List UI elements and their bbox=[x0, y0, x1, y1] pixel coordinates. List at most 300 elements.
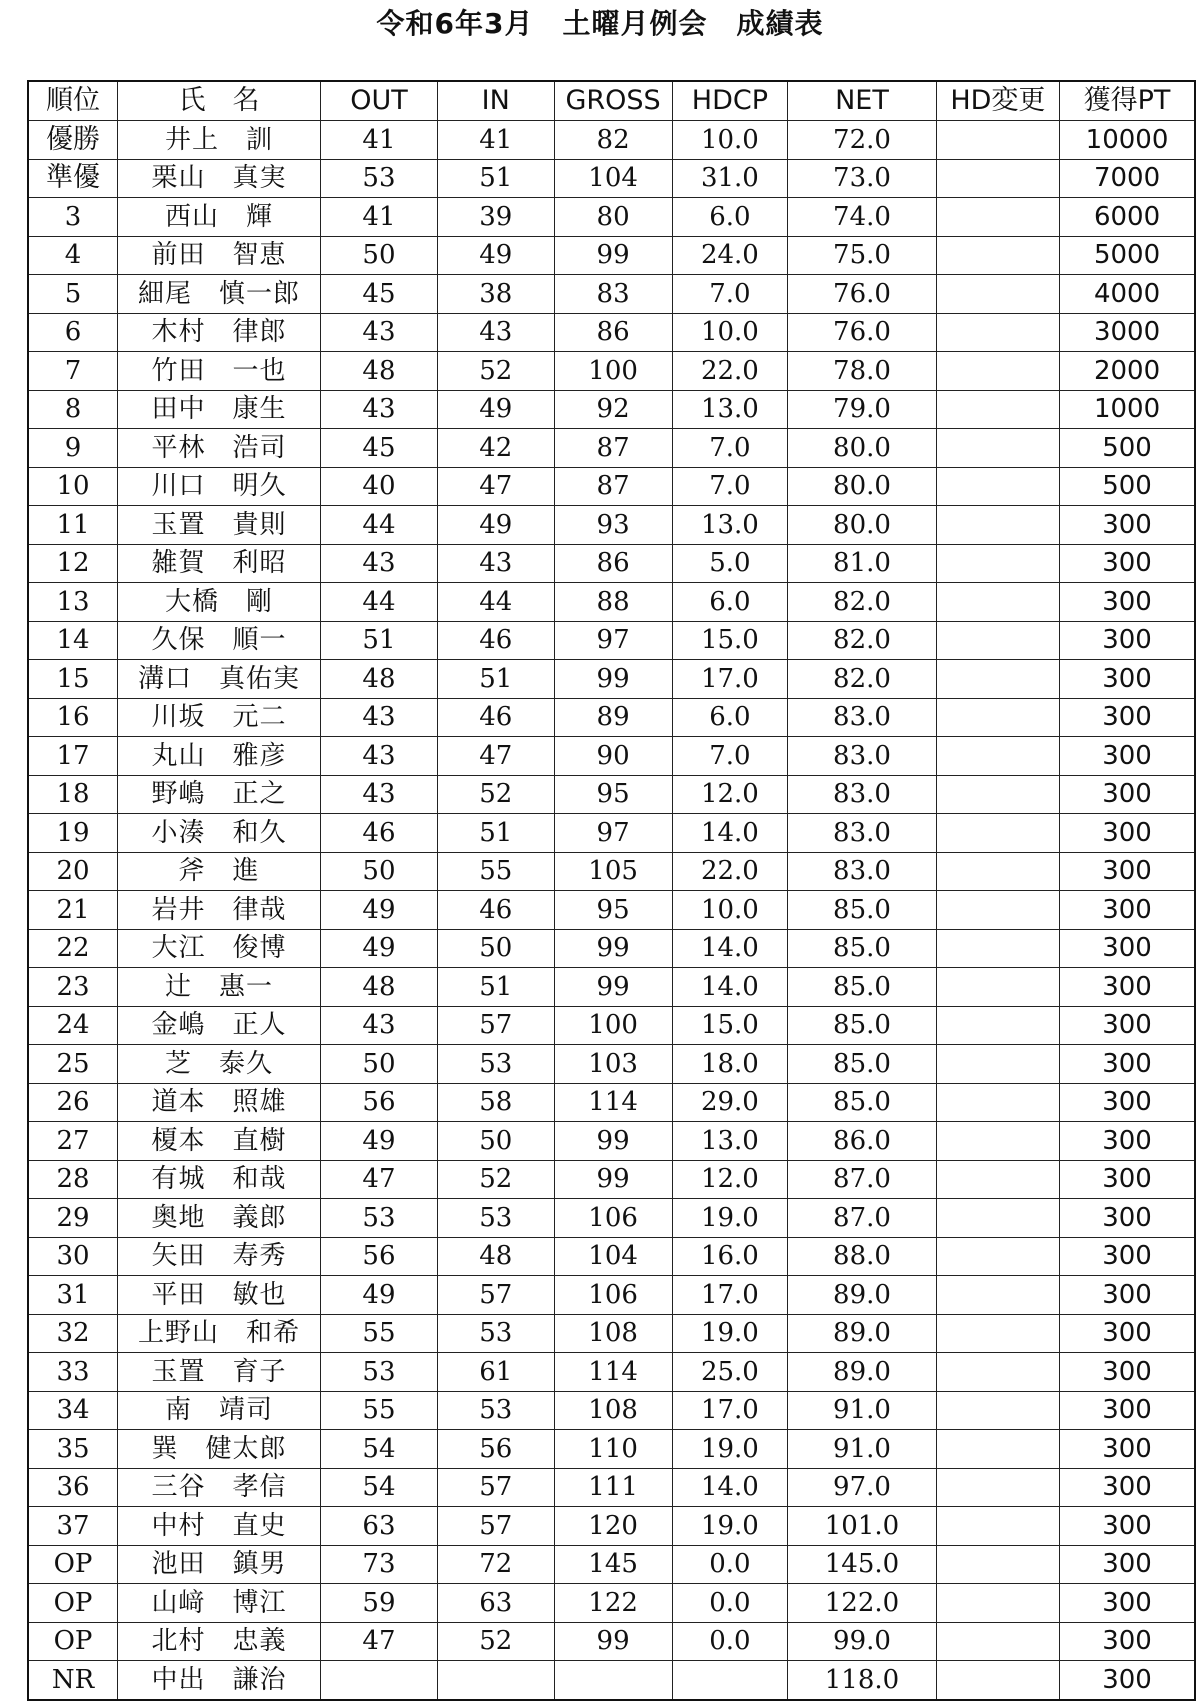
cell-out: 54 bbox=[321, 1468, 438, 1507]
cell-out: 41 bbox=[321, 198, 438, 237]
cell-net: 82.0 bbox=[788, 621, 936, 660]
cell-in: 58 bbox=[437, 1083, 554, 1122]
cell-out: 59 bbox=[321, 1584, 438, 1623]
cell-gross: 105 bbox=[554, 852, 672, 891]
cell-out: 48 bbox=[321, 660, 438, 699]
cell-in bbox=[437, 1661, 554, 1700]
cell-points: 300 bbox=[1060, 968, 1195, 1007]
table-row bbox=[28, 698, 1195, 737]
cell-points: 300 bbox=[1060, 1160, 1195, 1199]
cell-hdcp: 13.0 bbox=[672, 1122, 788, 1161]
results-table bbox=[27, 80, 1196, 1701]
cell-gross: 122 bbox=[554, 1584, 672, 1623]
cell-in: 57 bbox=[437, 1006, 554, 1045]
cell-hdcp: 22.0 bbox=[672, 852, 788, 891]
cell-name: 丸山 雅彦 bbox=[118, 737, 321, 776]
cell-rank: 6 bbox=[28, 313, 118, 352]
cell-hd-change bbox=[936, 1006, 1059, 1045]
cell-out: 43 bbox=[321, 737, 438, 776]
cell-net: 91.0 bbox=[788, 1430, 936, 1469]
cell-name: 川口 明久 bbox=[118, 467, 321, 506]
cell-points: 300 bbox=[1060, 1122, 1195, 1161]
cell-net: 83.0 bbox=[788, 814, 936, 853]
table-row bbox=[28, 544, 1195, 583]
cell-rank: 18 bbox=[28, 775, 118, 814]
cell-net: 83.0 bbox=[788, 737, 936, 776]
header-name: 氏 名 bbox=[118, 81, 321, 121]
table-row bbox=[28, 313, 1195, 352]
cell-net: 85.0 bbox=[788, 968, 936, 1007]
cell-hdcp: 14.0 bbox=[672, 968, 788, 1007]
cell-hdcp: 22.0 bbox=[672, 352, 788, 391]
cell-hd-change bbox=[936, 1122, 1059, 1161]
cell-rank: 優勝 bbox=[28, 121, 118, 160]
cell-hd-change bbox=[936, 236, 1059, 275]
cell-hd-change bbox=[936, 352, 1059, 391]
cell-gross: 99 bbox=[554, 1622, 672, 1661]
cell-net: 82.0 bbox=[788, 583, 936, 622]
cell-name: 中出 謙治 bbox=[118, 1661, 321, 1700]
cell-gross: 100 bbox=[554, 1006, 672, 1045]
table-row bbox=[28, 506, 1195, 545]
cell-net: 80.0 bbox=[788, 429, 936, 468]
cell-hdcp: 7.0 bbox=[672, 429, 788, 468]
cell-rank: 26 bbox=[28, 1083, 118, 1122]
cell-gross: 108 bbox=[554, 1314, 672, 1353]
table-row bbox=[28, 1430, 1195, 1469]
cell-rank: 3 bbox=[28, 198, 118, 237]
cell-name: 山﨑 博江 bbox=[118, 1584, 321, 1623]
cell-hd-change bbox=[936, 1622, 1059, 1661]
cell-hd-change bbox=[936, 1468, 1059, 1507]
cell-hdcp: 16.0 bbox=[672, 1237, 788, 1276]
cell-rank: 17 bbox=[28, 737, 118, 776]
cell-hd-change bbox=[936, 1391, 1059, 1430]
cell-net: 73.0 bbox=[788, 159, 936, 198]
cell-hd-change bbox=[936, 814, 1059, 853]
cell-in: 51 bbox=[437, 159, 554, 198]
cell-name: 榎本 直樹 bbox=[118, 1122, 321, 1161]
cell-gross: 86 bbox=[554, 544, 672, 583]
cell-points: 300 bbox=[1060, 1468, 1195, 1507]
cell-hd-change bbox=[936, 1430, 1059, 1469]
cell-hd-change bbox=[936, 968, 1059, 1007]
cell-hdcp: 10.0 bbox=[672, 891, 788, 930]
cell-hd-change bbox=[936, 429, 1059, 468]
table-row bbox=[28, 275, 1195, 314]
cell-hdcp: 15.0 bbox=[672, 1006, 788, 1045]
cell-in: 42 bbox=[437, 429, 554, 468]
cell-rank: 28 bbox=[28, 1160, 118, 1199]
cell-gross: 99 bbox=[554, 929, 672, 968]
cell-hd-change bbox=[936, 775, 1059, 814]
cell-hdcp bbox=[672, 1661, 788, 1700]
cell-in: 63 bbox=[437, 1584, 554, 1623]
cell-hd-change bbox=[936, 467, 1059, 506]
cell-out: 43 bbox=[321, 1006, 438, 1045]
cell-net: 89.0 bbox=[788, 1314, 936, 1353]
table-row bbox=[28, 1353, 1195, 1392]
cell-points: 300 bbox=[1060, 1314, 1195, 1353]
cell-points: 6000 bbox=[1060, 198, 1195, 237]
cell-hdcp: 5.0 bbox=[672, 544, 788, 583]
header-rank: 順位 bbox=[28, 81, 118, 121]
cell-out: 43 bbox=[321, 775, 438, 814]
cell-hdcp: 25.0 bbox=[672, 1353, 788, 1392]
cell-points: 4000 bbox=[1060, 275, 1195, 314]
cell-gross: 80 bbox=[554, 198, 672, 237]
header-in: IN bbox=[437, 81, 554, 121]
cell-out: 43 bbox=[321, 390, 438, 429]
cell-rank: 19 bbox=[28, 814, 118, 853]
cell-net: 83.0 bbox=[788, 852, 936, 891]
cell-points: 300 bbox=[1060, 1199, 1195, 1238]
cell-in: 53 bbox=[437, 1045, 554, 1084]
header-points: 獲得PT bbox=[1060, 81, 1195, 121]
cell-gross: 104 bbox=[554, 1237, 672, 1276]
cell-hdcp: 12.0 bbox=[672, 1160, 788, 1199]
cell-name: 斧 進 bbox=[118, 852, 321, 891]
cell-rank: NR bbox=[28, 1661, 118, 1700]
cell-net: 85.0 bbox=[788, 1006, 936, 1045]
cell-gross: 99 bbox=[554, 1160, 672, 1199]
cell-points: 300 bbox=[1060, 698, 1195, 737]
cell-gross: 87 bbox=[554, 467, 672, 506]
table-row bbox=[28, 429, 1195, 468]
cell-hd-change bbox=[936, 660, 1059, 699]
cell-net: 88.0 bbox=[788, 1237, 936, 1276]
cell-hdcp: 12.0 bbox=[672, 775, 788, 814]
cell-out: 45 bbox=[321, 275, 438, 314]
cell-net: 85.0 bbox=[788, 891, 936, 930]
cell-net: 82.0 bbox=[788, 660, 936, 699]
cell-hdcp: 10.0 bbox=[672, 121, 788, 160]
cell-in: 51 bbox=[437, 660, 554, 699]
cell-net: 79.0 bbox=[788, 390, 936, 429]
cell-gross: 86 bbox=[554, 313, 672, 352]
cell-gross: 89 bbox=[554, 698, 672, 737]
cell-in: 47 bbox=[437, 737, 554, 776]
cell-rank: 25 bbox=[28, 1045, 118, 1084]
cell-out: 49 bbox=[321, 1276, 438, 1315]
cell-hd-change bbox=[936, 1545, 1059, 1584]
cell-rank: 23 bbox=[28, 968, 118, 1007]
cell-hd-change bbox=[936, 159, 1059, 198]
cell-in: 52 bbox=[437, 1160, 554, 1199]
cell-net: 75.0 bbox=[788, 236, 936, 275]
cell-rank: 34 bbox=[28, 1391, 118, 1430]
cell-net: 83.0 bbox=[788, 698, 936, 737]
cell-out: 47 bbox=[321, 1160, 438, 1199]
cell-rank: 14 bbox=[28, 621, 118, 660]
cell-out: 54 bbox=[321, 1430, 438, 1469]
cell-hd-change bbox=[936, 1083, 1059, 1122]
cell-in: 49 bbox=[437, 390, 554, 429]
cell-rank: 16 bbox=[28, 698, 118, 737]
cell-hd-change bbox=[936, 1353, 1059, 1392]
cell-out: 55 bbox=[321, 1314, 438, 1353]
cell-in: 51 bbox=[437, 968, 554, 1007]
table-row bbox=[28, 1545, 1195, 1584]
cell-out: 50 bbox=[321, 236, 438, 275]
cell-name: 三谷 孝信 bbox=[118, 1468, 321, 1507]
cell-hdcp: 15.0 bbox=[672, 621, 788, 660]
cell-points: 2000 bbox=[1060, 352, 1195, 391]
cell-out: 40 bbox=[321, 467, 438, 506]
cell-out: 50 bbox=[321, 852, 438, 891]
cell-gross: 114 bbox=[554, 1353, 672, 1392]
cell-points: 7000 bbox=[1060, 159, 1195, 198]
cell-name: 田中 康生 bbox=[118, 390, 321, 429]
cell-points: 5000 bbox=[1060, 236, 1195, 275]
cell-hd-change bbox=[936, 1199, 1059, 1238]
cell-gross: 106 bbox=[554, 1199, 672, 1238]
cell-hdcp: 17.0 bbox=[672, 1391, 788, 1430]
cell-name: 道本 照雄 bbox=[118, 1083, 321, 1122]
cell-name: 北村 忠義 bbox=[118, 1622, 321, 1661]
cell-hd-change bbox=[936, 506, 1059, 545]
cell-points: 300 bbox=[1060, 506, 1195, 545]
cell-hd-change bbox=[936, 698, 1059, 737]
cell-net: 87.0 bbox=[788, 1199, 936, 1238]
cell-out: 51 bbox=[321, 621, 438, 660]
cell-hd-change bbox=[936, 852, 1059, 891]
cell-net: 85.0 bbox=[788, 1045, 936, 1084]
cell-out: 43 bbox=[321, 313, 438, 352]
cell-points: 300 bbox=[1060, 1507, 1195, 1546]
cell-name: 川坂 元二 bbox=[118, 698, 321, 737]
cell-hdcp: 14.0 bbox=[672, 929, 788, 968]
cell-name: 大橋 剛 bbox=[118, 583, 321, 622]
cell-hdcp: 14.0 bbox=[672, 1468, 788, 1507]
cell-points: 300 bbox=[1060, 544, 1195, 583]
cell-name: 中村 直史 bbox=[118, 1507, 321, 1546]
table-row bbox=[28, 1391, 1195, 1430]
header-out: OUT bbox=[321, 81, 438, 121]
cell-hd-change bbox=[936, 121, 1059, 160]
cell-points: 500 bbox=[1060, 429, 1195, 468]
cell-in: 53 bbox=[437, 1199, 554, 1238]
cell-hd-change bbox=[936, 583, 1059, 622]
cell-points: 300 bbox=[1060, 1545, 1195, 1584]
cell-hdcp: 0.0 bbox=[672, 1622, 788, 1661]
cell-name: 野嶋 正之 bbox=[118, 775, 321, 814]
cell-name: 西山 輝 bbox=[118, 198, 321, 237]
cell-hd-change bbox=[936, 929, 1059, 968]
cell-gross: 87 bbox=[554, 429, 672, 468]
table-row bbox=[28, 1314, 1195, 1353]
cell-name: 平田 敏也 bbox=[118, 1276, 321, 1315]
cell-points: 300 bbox=[1060, 583, 1195, 622]
cell-hd-change bbox=[936, 1661, 1059, 1700]
cell-hd-change bbox=[936, 1237, 1059, 1276]
cell-out: 43 bbox=[321, 544, 438, 583]
cell-net: 76.0 bbox=[788, 275, 936, 314]
cell-rank: 7 bbox=[28, 352, 118, 391]
cell-hdcp: 19.0 bbox=[672, 1314, 788, 1353]
table-row bbox=[28, 198, 1195, 237]
cell-name: 雑賀 利昭 bbox=[118, 544, 321, 583]
cell-rank: 36 bbox=[28, 1468, 118, 1507]
cell-gross: 93 bbox=[554, 506, 672, 545]
cell-points: 300 bbox=[1060, 891, 1195, 930]
cell-out: 63 bbox=[321, 1507, 438, 1546]
cell-rank: OP bbox=[28, 1622, 118, 1661]
cell-in: 41 bbox=[437, 121, 554, 160]
cell-name: 辻 惠一 bbox=[118, 968, 321, 1007]
cell-in: 49 bbox=[437, 236, 554, 275]
cell-out: 48 bbox=[321, 352, 438, 391]
table-row bbox=[28, 1622, 1195, 1661]
cell-name: 南 靖司 bbox=[118, 1391, 321, 1430]
cell-hdcp: 17.0 bbox=[672, 1276, 788, 1315]
cell-hdcp: 7.0 bbox=[672, 467, 788, 506]
cell-name: 久保 順一 bbox=[118, 621, 321, 660]
cell-points: 300 bbox=[1060, 1430, 1195, 1469]
cell-out: 56 bbox=[321, 1083, 438, 1122]
cell-net: 85.0 bbox=[788, 929, 936, 968]
cell-out: 43 bbox=[321, 698, 438, 737]
cell-gross: 92 bbox=[554, 390, 672, 429]
cell-rank: OP bbox=[28, 1584, 118, 1623]
cell-gross: 88 bbox=[554, 583, 672, 622]
cell-hdcp: 7.0 bbox=[672, 275, 788, 314]
table-row bbox=[28, 852, 1195, 891]
cell-out: 41 bbox=[321, 121, 438, 160]
cell-points: 1000 bbox=[1060, 390, 1195, 429]
cell-rank: 20 bbox=[28, 852, 118, 891]
cell-out: 49 bbox=[321, 1122, 438, 1161]
cell-out: 45 bbox=[321, 429, 438, 468]
cell-points: 300 bbox=[1060, 1006, 1195, 1045]
cell-rank: 11 bbox=[28, 506, 118, 545]
cell-name: 玉置 育子 bbox=[118, 1353, 321, 1392]
cell-points: 300 bbox=[1060, 929, 1195, 968]
cell-out: 44 bbox=[321, 506, 438, 545]
cell-name: 有城 和哉 bbox=[118, 1160, 321, 1199]
cell-points: 300 bbox=[1060, 621, 1195, 660]
cell-net: 145.0 bbox=[788, 1545, 936, 1584]
cell-name: 平林 浩司 bbox=[118, 429, 321, 468]
cell-net: 76.0 bbox=[788, 313, 936, 352]
cell-out: 49 bbox=[321, 891, 438, 930]
cell-gross: 82 bbox=[554, 121, 672, 160]
cell-in: 46 bbox=[437, 891, 554, 930]
cell-gross: 114 bbox=[554, 1083, 672, 1122]
cell-hdcp: 6.0 bbox=[672, 198, 788, 237]
cell-in: 72 bbox=[437, 1545, 554, 1584]
table-row bbox=[28, 1006, 1195, 1045]
cell-points: 300 bbox=[1060, 737, 1195, 776]
cell-hd-change bbox=[936, 1276, 1059, 1315]
cell-in: 53 bbox=[437, 1314, 554, 1353]
cell-net: 81.0 bbox=[788, 544, 936, 583]
cell-gross: 97 bbox=[554, 621, 672, 660]
cell-name: 前田 智恵 bbox=[118, 236, 321, 275]
cell-out: 53 bbox=[321, 1199, 438, 1238]
cell-name: 奥地 義郎 bbox=[118, 1199, 321, 1238]
cell-points: 10000 bbox=[1060, 121, 1195, 160]
cell-hd-change bbox=[936, 275, 1059, 314]
cell-gross: 95 bbox=[554, 891, 672, 930]
cell-gross: 100 bbox=[554, 352, 672, 391]
cell-points: 300 bbox=[1060, 1276, 1195, 1315]
cell-rank: 準優 bbox=[28, 159, 118, 198]
cell-gross: 99 bbox=[554, 236, 672, 275]
cell-rank: 37 bbox=[28, 1507, 118, 1546]
cell-name: 溝口 真佑実 bbox=[118, 660, 321, 699]
cell-rank: 21 bbox=[28, 891, 118, 930]
cell-hd-change bbox=[936, 1507, 1059, 1546]
cell-rank: 33 bbox=[28, 1353, 118, 1392]
cell-name: 細尾 慎一郎 bbox=[118, 275, 321, 314]
cell-hdcp: 0.0 bbox=[672, 1584, 788, 1623]
cell-rank: 10 bbox=[28, 467, 118, 506]
cell-points: 3000 bbox=[1060, 313, 1195, 352]
cell-rank: 12 bbox=[28, 544, 118, 583]
cell-in: 53 bbox=[437, 1391, 554, 1430]
cell-gross: 120 bbox=[554, 1507, 672, 1546]
cell-in: 57 bbox=[437, 1507, 554, 1546]
cell-rank: 27 bbox=[28, 1122, 118, 1161]
cell-hdcp: 19.0 bbox=[672, 1430, 788, 1469]
cell-rank: 5 bbox=[28, 275, 118, 314]
cell-out: 55 bbox=[321, 1391, 438, 1430]
cell-hdcp: 13.0 bbox=[672, 390, 788, 429]
table-row bbox=[28, 814, 1195, 853]
cell-name: 巽 健太郎 bbox=[118, 1430, 321, 1469]
cell-hdcp: 0.0 bbox=[672, 1545, 788, 1584]
cell-net: 101.0 bbox=[788, 1507, 936, 1546]
cell-gross: 97 bbox=[554, 814, 672, 853]
cell-hd-change bbox=[936, 390, 1059, 429]
cell-name: 岩井 律哉 bbox=[118, 891, 321, 930]
cell-rank: 30 bbox=[28, 1237, 118, 1276]
cell-gross: 90 bbox=[554, 737, 672, 776]
cell-net: 86.0 bbox=[788, 1122, 936, 1161]
cell-hdcp: 31.0 bbox=[672, 159, 788, 198]
cell-net: 91.0 bbox=[788, 1391, 936, 1430]
cell-rank: 8 bbox=[28, 390, 118, 429]
table-row bbox=[28, 621, 1195, 660]
cell-gross: 103 bbox=[554, 1045, 672, 1084]
cell-gross: 83 bbox=[554, 275, 672, 314]
cell-hdcp: 13.0 bbox=[672, 506, 788, 545]
cell-in: 56 bbox=[437, 1430, 554, 1469]
cell-out: 48 bbox=[321, 968, 438, 1007]
table-row bbox=[28, 929, 1195, 968]
cell-net: 118.0 bbox=[788, 1661, 936, 1700]
cell-gross: 106 bbox=[554, 1276, 672, 1315]
cell-points: 300 bbox=[1060, 814, 1195, 853]
table-row bbox=[28, 1199, 1195, 1238]
cell-in: 52 bbox=[437, 1622, 554, 1661]
cell-gross: 110 bbox=[554, 1430, 672, 1469]
table-row bbox=[28, 352, 1195, 391]
cell-out bbox=[321, 1661, 438, 1700]
cell-in: 46 bbox=[437, 698, 554, 737]
cell-in: 46 bbox=[437, 621, 554, 660]
cell-name: 池田 鎮男 bbox=[118, 1545, 321, 1584]
cell-name: 芝 泰久 bbox=[118, 1045, 321, 1084]
header-hdcp: HDCP bbox=[672, 81, 788, 121]
table-row bbox=[28, 968, 1195, 1007]
cell-in: 61 bbox=[437, 1353, 554, 1392]
cell-hdcp: 24.0 bbox=[672, 236, 788, 275]
table-row bbox=[28, 121, 1195, 160]
cell-hdcp: 7.0 bbox=[672, 737, 788, 776]
cell-gross: 99 bbox=[554, 968, 672, 1007]
